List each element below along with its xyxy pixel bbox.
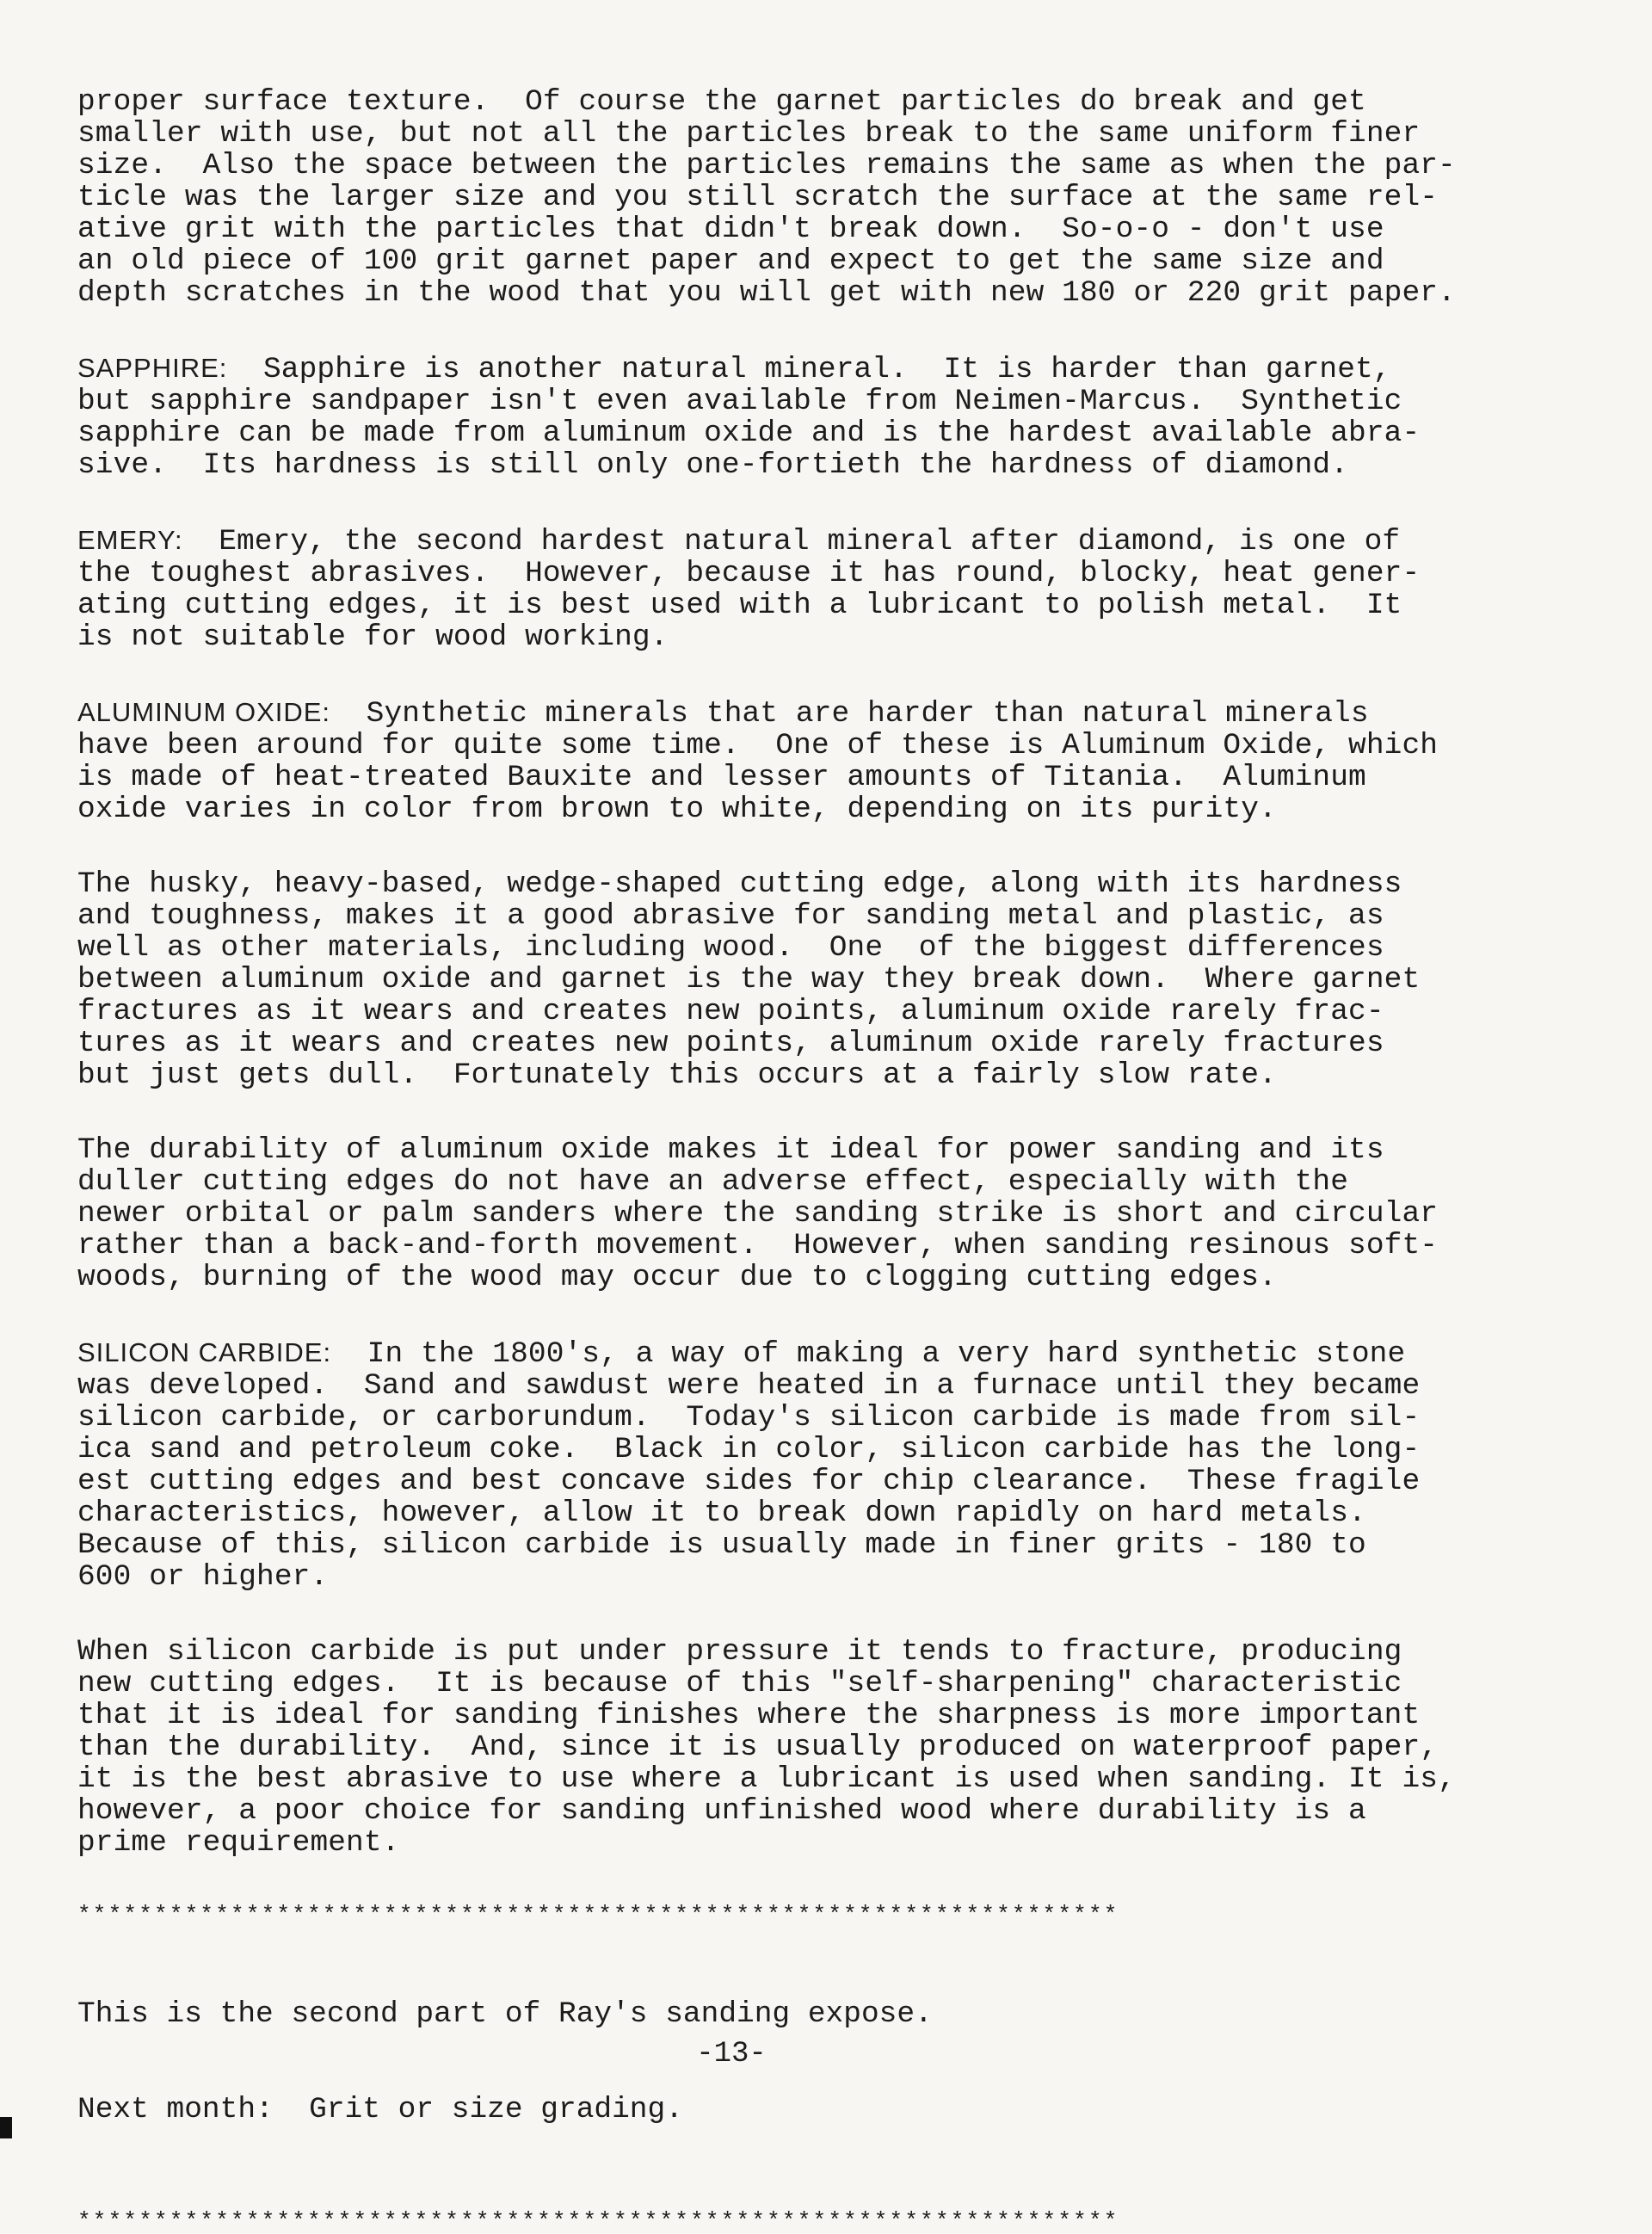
paragraph-line: but just gets dull. Fortunately this occurs at a fairly slow rate. <box>77 1058 1277 1092</box>
paragraph-line: that it is ideal for sanding finishes where the sharpness is more important <box>77 1699 1421 1732</box>
paragraph-line: newer orbital or palm sanders where the sanding strike is short and circular <box>77 1197 1439 1231</box>
paragraph-line: Because of this, silicon carbide is usually made in finer grits - 180 to <box>77 1528 1366 1562</box>
paragraph-line: characteristics, however, allow it to break down rapidly on hard metals. <box>77 1497 1366 1530</box>
page-number: -13- <box>696 2038 767 2070</box>
paragraph-line: is not suitable for wood working. <box>77 620 669 654</box>
paragraph-line: size. Also the space between the particles remains the same as when the par- <box>77 149 1456 182</box>
paragraph-line: rather than a back-and-forth movement. However, when sanding resinous soft- <box>77 1229 1439 1262</box>
paragraph-line: silicon carbide, or carborundum. Today's silicon carbide is made from sil- <box>77 1401 1421 1435</box>
paragraph <box>77 352 1583 481</box>
paragraph-line: ative grit with the particles that didn't break down. So-o-o - don't use <box>77 213 1384 246</box>
document-page <box>77 86 1583 2234</box>
paragraph-line: ticle was the larger size and you still scratch the surface at the same rel- <box>77 181 1439 214</box>
paragraph-line-text: Sapphire is another natural mineral. It is harder than garnet, <box>227 353 1391 386</box>
paragraph-line: an old piece of 100 grit garnet paper and expect to get the same size and <box>77 244 1384 278</box>
separator-bottom: ******************************************************************** <box>77 2208 1119 2234</box>
paragraph-line: it is the best abrasive to use where a lubricant is used when sanding. It is, <box>77 1762 1456 1796</box>
paragraph-line: The husky, heavy-based, wedge-shaped cutting edge, along with its hardness <box>77 867 1402 901</box>
paragraph-line: but sapphire sandpaper isn't even available from Neimen-Marcus. Synthetic <box>77 385 1402 418</box>
paragraph-line: between aluminum oxide and garnet is the way they break down. Where garnet <box>77 963 1421 997</box>
paragraph-line: 600 or higher. <box>77 1560 329 1594</box>
section-heading: EMERY: <box>77 525 183 555</box>
paragraph-line: prime requirement. <box>77 1826 400 1860</box>
paragraph-line: oxide varies in color from brown to white, depending on its purity. <box>77 793 1277 826</box>
paragraph-line: however, a poor choice for sanding unfinished wood where durability is a <box>77 1794 1366 1828</box>
article-body <box>77 86 1583 1859</box>
editor-note-line-1: This is the second part of Ray's sanding expose. <box>77 1997 933 2031</box>
paragraph-line: have been around for quite some time. One of these is Aluminum Oxide, which <box>77 729 1439 762</box>
section-heading: SILICON CARBIDE: <box>77 1337 332 1367</box>
editor-note <box>77 1935 1583 2189</box>
paragraph-line: ating cutting edges, it is best used with a lubricant to polish metal. It <box>77 589 1402 622</box>
paragraph-line: new cutting edges. It is because of this "self-sharpening" characteristic <box>77 1667 1402 1700</box>
scan-edge-mark <box>0 2117 12 2138</box>
paragraph-line-text: Emery, the second hardest natural mineral after diamond, is one of <box>182 525 1401 558</box>
paragraph-line: When silicon carbide is put under pressure it tends to fracture, producing <box>77 1635 1402 1669</box>
paragraph-line: The durability of aluminum oxide makes it ideal for power sanding and its <box>77 1133 1384 1167</box>
paragraph-line: proper surface texture. Of course the garnet particles do break and get <box>77 85 1366 119</box>
paragraph-line: than the durability. And, since it is usually produced on waterproof paper, <box>77 1731 1439 1764</box>
paragraph <box>77 1636 1583 1859</box>
paragraph-line: is made of heat-treated Bauxite and lesser amounts of Titania. Aluminum <box>77 761 1366 794</box>
paragraph <box>77 696 1583 825</box>
paragraph-line: duller cutting edges do not have an adverse effect, especially with the <box>77 1165 1349 1199</box>
paragraph-line: was developed. Sand and sawdust were heated in a furnace until they became <box>77 1369 1421 1403</box>
paragraph-line-text: In the 1800's, a way of making a very hard synthetic stone <box>331 1337 1406 1371</box>
paragraph-line: est cutting edges and best concave sides for chip clearance. These fragile <box>77 1465 1421 1498</box>
paragraph-line: woods, burning of the wood may occur due to clogging cutting edges. <box>77 1261 1277 1294</box>
paragraph-line: sive. Its hardness is still only one-fortieth the hardness of diamond. <box>77 448 1349 482</box>
section-heading: SAPPHIRE: <box>77 353 228 383</box>
paragraph <box>77 86 1583 309</box>
paragraph <box>77 1134 1583 1293</box>
paragraph <box>77 868 1583 1091</box>
separator-top: ******************************************************************** <box>77 1902 1119 1928</box>
paragraph <box>77 1336 1583 1593</box>
paragraph-line: tures as it wears and creates new points, aluminum oxide rarely fractures <box>77 1027 1384 1060</box>
paragraph-line <box>77 352 1583 386</box>
paragraph-line: fractures as it wears and creates new points, aluminum oxide rarely frac- <box>77 995 1384 1028</box>
paragraph-line: sapphire can be made from aluminum oxide and is the hardest available abra- <box>77 417 1421 450</box>
section-heading: ALUMINUM OXIDE: <box>77 697 331 727</box>
paragraph-line <box>77 1336 1583 1370</box>
paragraph-line <box>77 696 1583 730</box>
paragraph-line: depth scratches in the wood that you will get with new 180 or 220 grit paper. <box>77 276 1456 310</box>
paragraph-line: well as other materials, including wood. One of the biggest differences <box>77 931 1384 965</box>
paragraph-line: the toughest abrasives. However, because it has round, blocky, heat gener- <box>77 557 1421 590</box>
paragraph <box>77 524 1583 653</box>
paragraph-line: ica sand and petroleum coke. Black in color, silicon carbide has the long- <box>77 1433 1421 1466</box>
paragraph-line: smaller with use, but not all the particles break to the same uniform finer <box>77 117 1421 151</box>
paragraph-line-text: Synthetic minerals that are harder than natural minerals <box>330 697 1369 731</box>
editor-note-line-2: Next month: Grit or size grading. <box>77 2093 683 2126</box>
paragraph-line: and toughness, makes it a good abrasive for sanding metal and plastic, as <box>77 899 1384 933</box>
paragraph-line <box>77 524 1583 558</box>
